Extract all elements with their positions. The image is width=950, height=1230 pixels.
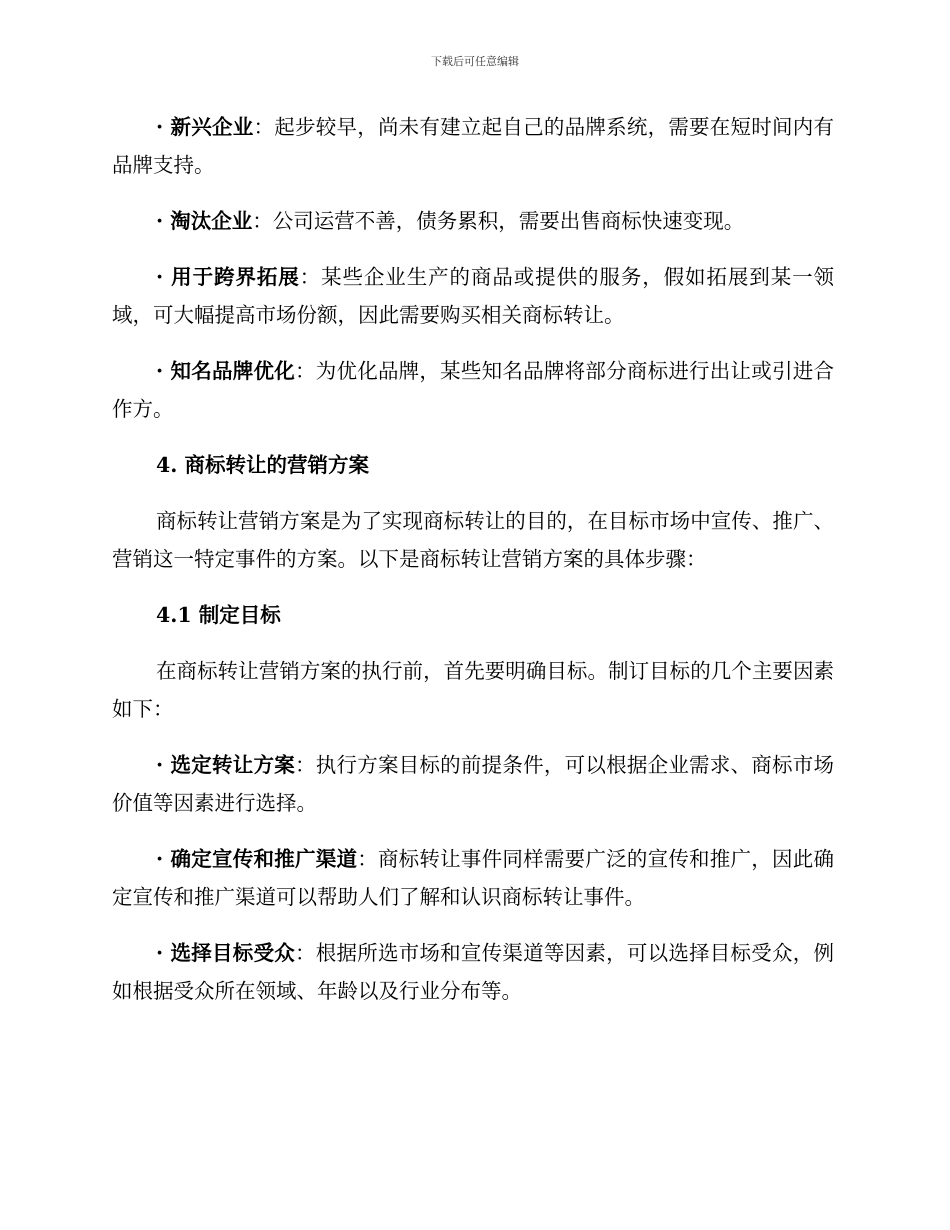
bullet-cross-industry-expansion <box>112 258 834 334</box>
bullet-lead: · 新兴企业 <box>156 115 254 139</box>
bullet-text: 公司运营不善，债务累积，需要出售商标快速变现。 <box>272 209 745 233</box>
bullet-text: 起步较早，尚未有建立起自己的品牌系统，需要在短时间内有品牌支持。 <box>112 115 835 177</box>
bullet-brand-optimization <box>112 352 834 428</box>
bullet-text: 某些企业生产的商品或提供的服务，假如拓展到某一领域，可大幅提高市场份额，因此需要购买相关商标转让。 <box>112 265 835 327</box>
bullet-promotion-channels <box>112 840 834 916</box>
bullet-separator: ： <box>253 115 275 139</box>
paragraph-goal-setting-intro: 在商标转让营销方案的执行前，首先要明确目标。制订目标的几个主要因素如下： <box>112 659 834 721</box>
bullet-target-audience <box>112 934 834 1010</box>
bullet-eliminated-enterprises <box>112 202 834 240</box>
paragraph-marketing-plan-intro: 商标转让营销方案是为了实现商标转让的目的，在目标市场中宣传、推广、营销这一特定事件的方案。以下是商标转让营销方案的具体步骤： <box>112 509 834 571</box>
bullet-separator: ： <box>294 753 316 777</box>
bullet-lead: · 选定转让方案 <box>156 753 295 777</box>
bullet-lead: · 用于跨界拓展 <box>156 265 300 289</box>
bullet-text: 为优化品牌，某些知名品牌将部分商标进行出让或引进合作方。 <box>112 359 835 421</box>
bullet-lead: · 确定宣传和推广渠道 <box>156 847 358 871</box>
bullet-text: 执行方案目标的前提条件，可以根据企业需求、商标市场价值等因素进行选择。 <box>112 753 835 815</box>
bullet-separator: ： <box>294 359 316 383</box>
bullet-lead: · 知名品牌优化 <box>156 359 295 383</box>
page-header: 下载后可任意编辑 <box>431 55 519 68</box>
bullet-text: 商标转让事件同样需要广泛的宣传和推广，因此确定宣传和推广渠道可以帮助人们了解和认识商标转让事件。 <box>112 847 835 909</box>
bullet-separator: ： <box>252 209 273 233</box>
document-body <box>112 108 834 1028</box>
bullet-select-transfer-plan <box>112 746 834 822</box>
bullet-emerging-enterprises <box>112 108 834 184</box>
section-heading-4-1: 4.1 制定目标 <box>156 603 281 627</box>
section-heading-4: 4. 商标转让的营销方案 <box>156 453 370 477</box>
bullet-separator: ： <box>294 941 316 965</box>
bullet-separator: ： <box>299 265 322 289</box>
bullet-text: 根据所选市场和宣传渠道等因素，可以选择目标受众，例如根据受众所在领域、年龄以及行业分布等。 <box>112 941 835 1003</box>
bullet-lead: · 选择目标受众 <box>156 941 295 965</box>
bullet-separator: ： <box>357 847 378 871</box>
bullet-lead: · 淘汰企业 <box>156 209 253 233</box>
